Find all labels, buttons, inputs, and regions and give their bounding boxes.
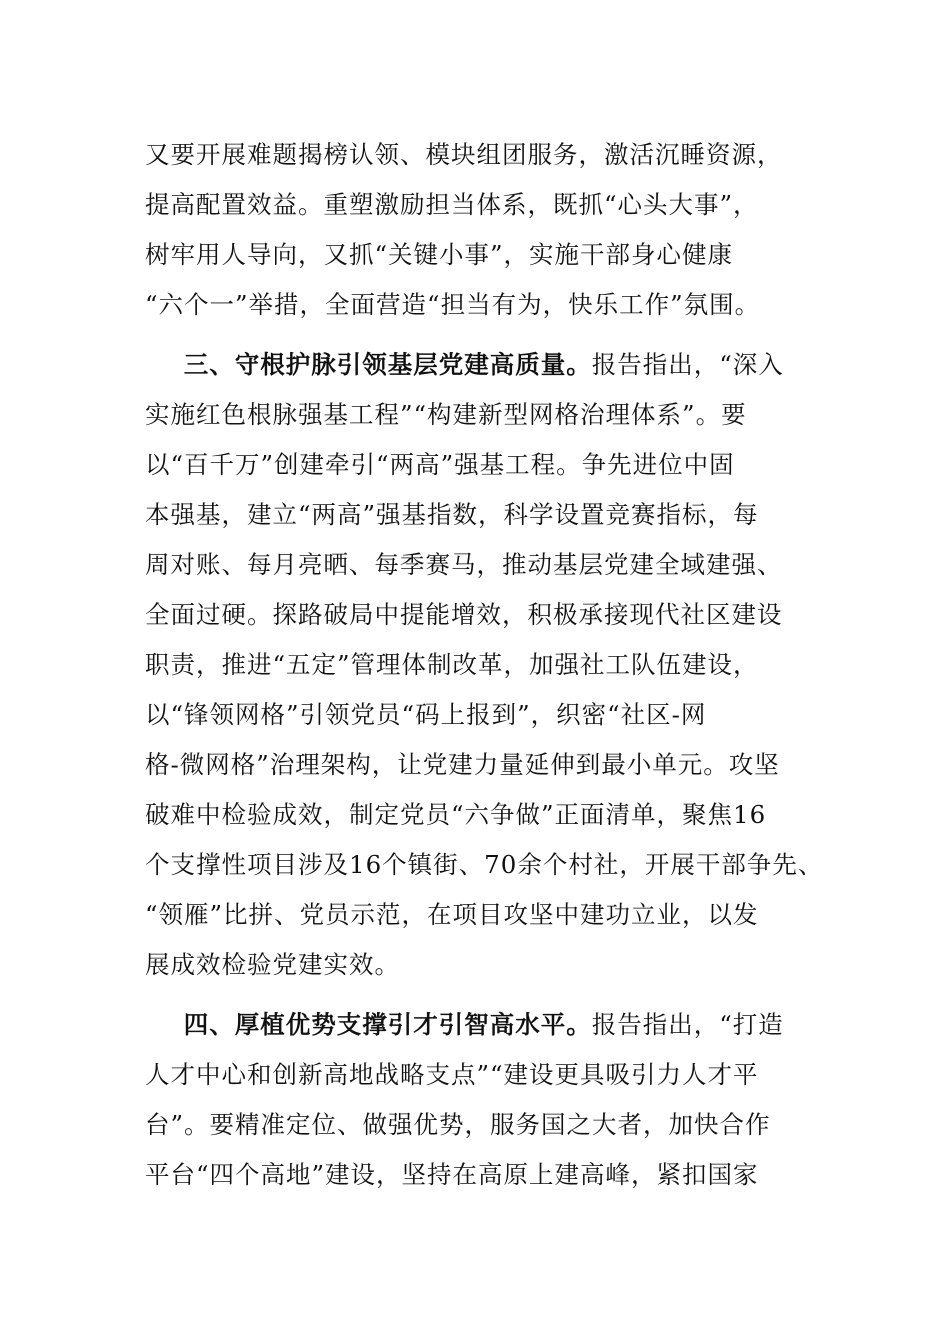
text-line-rest: 报告指出，“打造 [591, 1010, 784, 1039]
text-line: 周对账、每月亮晒、每季赛马，推动基层党建全域建强、 [145, 550, 783, 579]
text-line: 以“锋领网格”引领党员“码上报到”，织密“社区-网 [145, 700, 707, 729]
text-line: 实施红色根脉强基工程”“构建新型网格治理体系”。要 [145, 400, 747, 429]
section-heading: 四、厚植优势支撑引才引智高水平。 [183, 1010, 592, 1039]
text-line: 树牢用人导向，又抓“关键小事”，实施干部身心健康 [145, 240, 734, 269]
text-line: 破难中检验成效，制定党员“六争做”正面清单，聚焦16 [145, 800, 767, 829]
text-line: “领雁”比拼、党员示范，在项目攻坚中建功立业，以发 [145, 900, 759, 929]
text-line: 展成效检验党建实效。 [145, 950, 400, 979]
text-line: 人才中心和创新高地战略支点”“建设更具吸引力人才平 [145, 1060, 759, 1089]
text-line-first [145, 1000, 835, 1050]
text-line: 本强基，建立“两高”强基指数，科学设置竞赛指标，每 [145, 500, 759, 529]
text-line-first [145, 340, 835, 390]
text-line: 职责，推进“五定”管理体制改革，加强社工队伍建设， [145, 650, 759, 679]
text-line: 台”。要精准定位、做强优势，服务国之大者，加快合作 [145, 1110, 771, 1139]
text-line-rest: 报告指出，“深入 [591, 350, 784, 379]
paragraph-2 [145, 340, 835, 990]
text-line: 平台“四个高地”建设，坚持在高原上建高峰，紧扣国家 [145, 1160, 759, 1189]
text-line: 个支撑性项目涉及16个镇街、70余个村社，开展干部争先、 [145, 850, 824, 879]
paragraph-3 [145, 1000, 835, 1200]
paragraph-1 [145, 130, 835, 330]
text-line: 提高配置效益。重塑激励担当体系，既抓“心头大事”， [145, 190, 759, 219]
text-line: 全面过硬。探路破局中提能增效，积极承接现代社区建设 [145, 600, 783, 629]
text-line: 以“百千万”创建牵引“两高”强基工程。争先进位中固 [145, 450, 735, 479]
text-line: 又要开展难题揭榜认领、模块组团服务，激活沉睡资源， [145, 140, 783, 169]
text-line: “六个一”举措，全面营造“担当有为，快乐工作”氛围。 [145, 290, 761, 319]
text-line: 格-微网格”治理架构，让党建力量延伸到最小单元。攻坚 [145, 750, 780, 779]
section-heading: 三、守根护脉引领基层党建高质量。 [183, 350, 592, 379]
